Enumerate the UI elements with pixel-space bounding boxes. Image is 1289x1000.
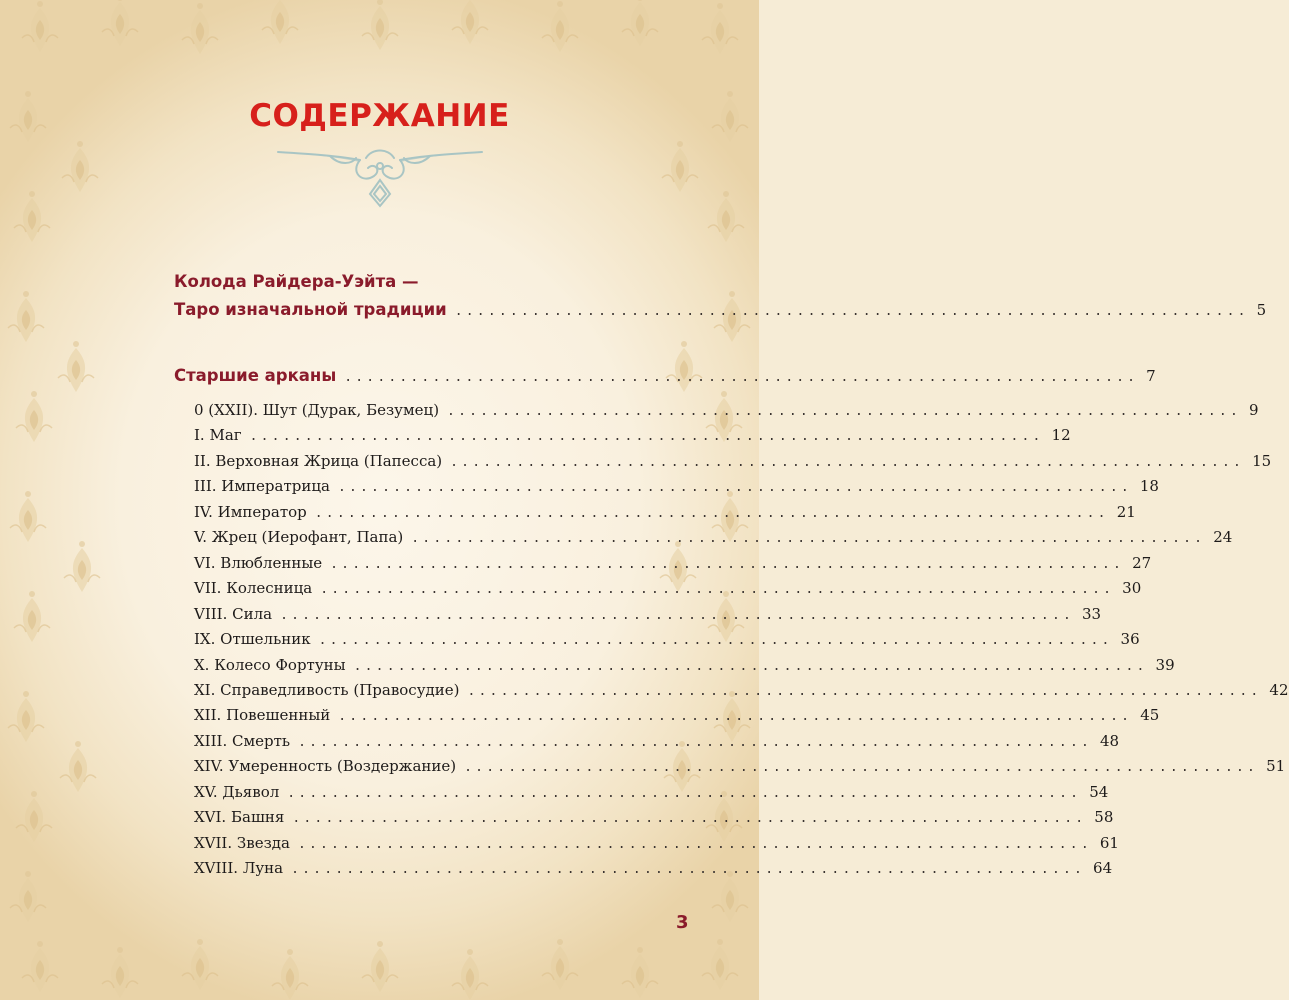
toc-entry[interactable] bbox=[194, 553, 1152, 576]
toc-entry-page: 9 bbox=[1248, 401, 1259, 419]
toc-entry-label: III. Императрица bbox=[194, 477, 330, 496]
toc-entry[interactable] bbox=[194, 833, 1119, 856]
toc-entry-page: 33 bbox=[1082, 604, 1102, 623]
toc-entry[interactable] bbox=[194, 808, 1114, 830]
toc-entry-section1[interactable] bbox=[174, 300, 1267, 322]
toc-entry-page: 18 bbox=[1139, 477, 1159, 496]
toc-entry[interactable] bbox=[194, 579, 1142, 601]
dot-leader: ........................................................................ bbox=[297, 836, 1092, 852]
scroll-flourish-icon bbox=[270, 140, 490, 212]
dot-leader: ........................................................................ bbox=[318, 633, 1113, 649]
toc-entry-page: 21 bbox=[1116, 502, 1136, 521]
toc-entry-label: V. Жрец (Иерофант, Папа) bbox=[194, 528, 404, 547]
dot-leader: ........................................................................ bbox=[450, 454, 1245, 470]
toc-entry-page: 42 bbox=[1269, 680, 1289, 699]
dot-leader: ........................................................................ bbox=[353, 658, 1148, 674]
toc-entry-page: 64 bbox=[1093, 859, 1113, 878]
toc-entry-label: VIII. Сила bbox=[194, 604, 273, 623]
dot-leader: ........................................................................ bbox=[292, 811, 1087, 827]
toc-entry[interactable] bbox=[194, 782, 1109, 805]
toc-entry-page: 12 bbox=[1051, 426, 1071, 445]
toc-entry[interactable] bbox=[194, 477, 1159, 499]
toc-entry[interactable] bbox=[194, 426, 1071, 448]
section-heading-line1: Колода Райдера-Уэйта — bbox=[174, 272, 419, 291]
dot-leader: ........................................................................ bbox=[291, 862, 1086, 878]
dot-leader: ........................................................................ bbox=[249, 429, 1044, 445]
toc-entry-label: XV. Дьявол bbox=[194, 782, 280, 801]
dot-leader: ........................................................................ bbox=[447, 404, 1241, 419]
toc-entry[interactable] bbox=[194, 401, 1259, 423]
toc-entry-page: 48 bbox=[1100, 731, 1120, 750]
toc-entry[interactable] bbox=[194, 630, 1140, 652]
toc-entry-label: IX. Отшельник bbox=[194, 630, 311, 649]
toc-entry[interactable] bbox=[194, 680, 1289, 703]
toc-entry-page: 61 bbox=[1099, 833, 1119, 852]
toc-entry-label: X. Колесо Фортуны bbox=[194, 655, 346, 674]
toc-entry-label: XIV. Умеренность (Воздержание) bbox=[194, 757, 457, 776]
toc-entry[interactable] bbox=[194, 655, 1175, 678]
dot-leader: ........................................................................ bbox=[338, 709, 1133, 725]
dot-leader: ........................................................................ bbox=[320, 582, 1115, 598]
toc-entry-label: Таро изначальной традиции bbox=[174, 300, 447, 319]
toc-entry-page: 54 bbox=[1089, 782, 1109, 801]
toc-entry-page: 39 bbox=[1155, 655, 1175, 674]
toc-entry-label: II. Верховная Жрица (Папесса) bbox=[194, 451, 443, 470]
toc-entry-label: XII. Повешенный bbox=[194, 706, 331, 725]
toc-entry-page: 30 bbox=[1122, 579, 1142, 598]
toc-entry-page: 58 bbox=[1094, 808, 1114, 827]
toc-entry[interactable] bbox=[194, 451, 1272, 474]
toc-entry[interactable] bbox=[194, 604, 1102, 627]
toc-entry-page: 7 bbox=[1146, 367, 1156, 385]
toc-entry-label: 0 (XXII). Шут (Дурак, Безумец) bbox=[194, 401, 440, 419]
page-number: 3 bbox=[676, 912, 689, 933]
page-title: СОДЕРЖАНИЕ bbox=[249, 98, 510, 134]
toc-entry-page: 36 bbox=[1120, 630, 1140, 649]
toc-entry-page: 51 bbox=[1266, 757, 1286, 776]
toc-entry-label: Старшие арканы bbox=[174, 366, 337, 385]
toc-entry[interactable] bbox=[194, 859, 1113, 881]
dot-leader: ........................................................................ bbox=[287, 785, 1082, 801]
toc-entry-label: VI. Влюбленные bbox=[194, 553, 323, 572]
dot-leader: ........................................................................ bbox=[314, 505, 1109, 521]
toc-entry-page: 24 bbox=[1213, 528, 1233, 547]
toc-entry-label: XVIII. Луна bbox=[194, 859, 284, 878]
dot-leader: ........................................................................ bbox=[467, 683, 1262, 699]
dot-leader: ........................................................................ bbox=[454, 304, 1249, 319]
toc-entry-label: XI. Справедливость (Правосудие) bbox=[194, 680, 460, 699]
toc-entry-label: IV. Император bbox=[194, 502, 307, 521]
toc-entry[interactable] bbox=[194, 528, 1233, 550]
dot-leader: ........................................................................ bbox=[298, 734, 1093, 750]
toc-entry-page: 15 bbox=[1252, 451, 1272, 470]
toc-entry-label: XIII. Смерть bbox=[194, 731, 291, 750]
dot-leader: ........................................................................ bbox=[280, 607, 1075, 623]
toc-entry-section2[interactable] bbox=[174, 366, 1156, 388]
toc-entry[interactable] bbox=[194, 731, 1120, 754]
dot-leader: ........................................................................ bbox=[344, 370, 1139, 385]
toc-entry[interactable] bbox=[194, 706, 1160, 728]
toc-entry-page: 45 bbox=[1140, 706, 1160, 725]
dot-leader: ........................................................................ bbox=[337, 480, 1132, 496]
toc-entry-label: XVI. Башня bbox=[194, 808, 285, 827]
toc-entry-label: XVII. Звезда bbox=[194, 833, 290, 852]
toc-entry[interactable] bbox=[194, 757, 1286, 779]
toc-entry-page: 5 bbox=[1256, 301, 1267, 319]
dot-leader: ........................................................................ bbox=[411, 531, 1206, 547]
toc-entry-label: VII. Колесница bbox=[194, 579, 313, 598]
toc-entry[interactable] bbox=[194, 502, 1136, 525]
dot-leader: ........................................................................ bbox=[330, 556, 1125, 572]
toc-entry-label: I. Маг bbox=[194, 426, 242, 445]
dot-leader: ........................................................................ bbox=[464, 760, 1259, 776]
toc-entry-page: 27 bbox=[1132, 553, 1152, 572]
